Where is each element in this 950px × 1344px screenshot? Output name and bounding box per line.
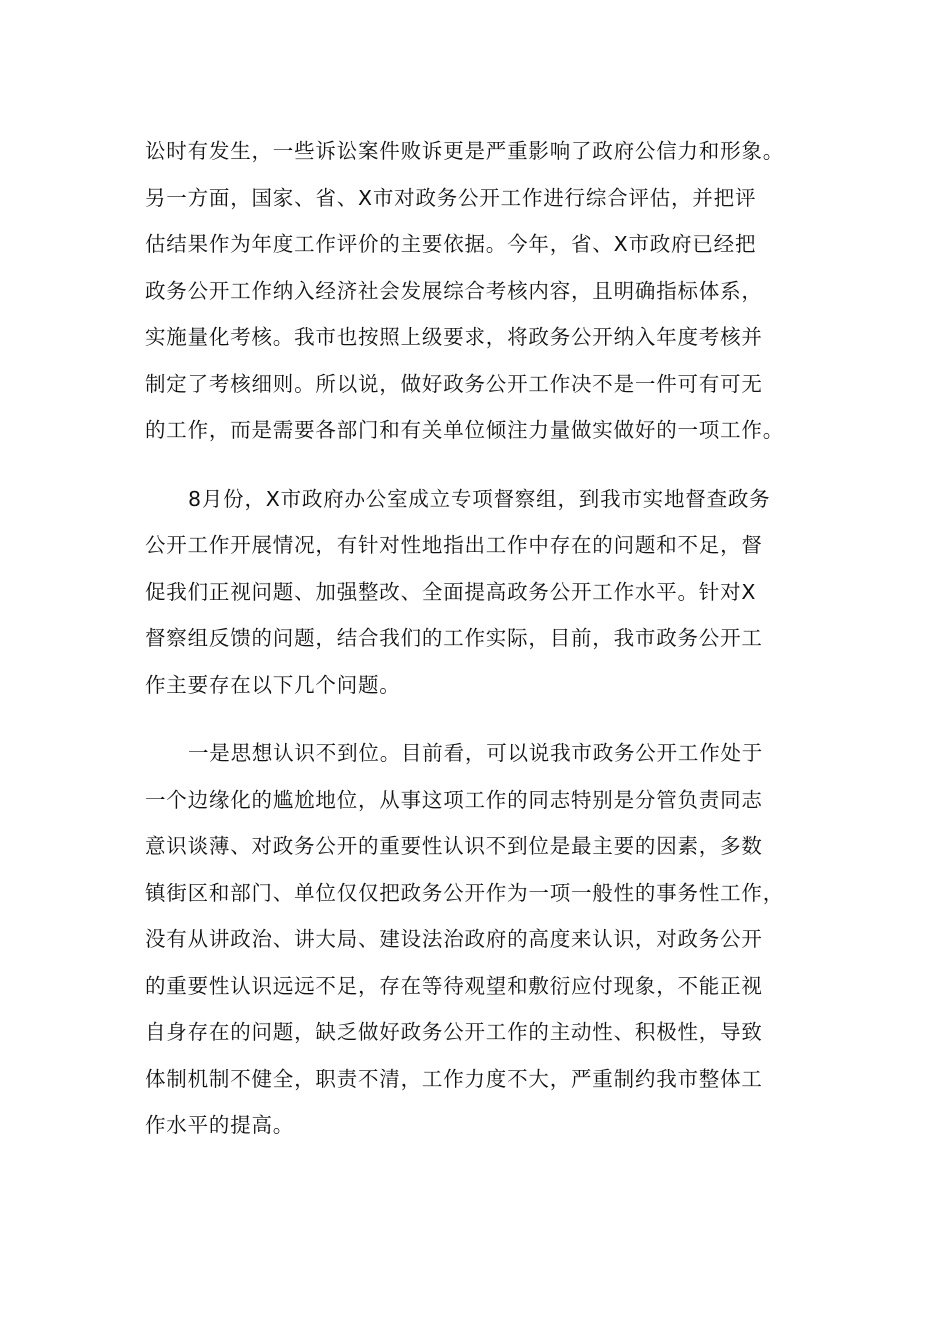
text-line: 讼时有发生，一些诉讼案件败诉更是严重影响了政府公信力和形象。 xyxy=(145,139,784,163)
text-line: 镇街区和部门、单位仅仅把政务公开作为一项一般性的事务性工作， xyxy=(145,880,784,905)
text-line: 作主要存在以下几个问题。 xyxy=(145,672,401,697)
document-body xyxy=(145,128,810,1149)
paragraph-2 xyxy=(145,476,810,709)
paragraph-spacer xyxy=(145,708,810,730)
text-line: 估结果作为年度工作评价的主要依据。今年，省、X市政府已经把 xyxy=(145,232,757,256)
text-line: 一个边缘化的尴尬地位，从事这项工作的同志特别是分管负责同志 xyxy=(145,787,763,812)
text-line: 一是思想认识不到位。目前看，可以说我市政务公开工作处于 xyxy=(188,741,764,765)
text-line: 督察组反馈的问题，结合我们的工作实际，目前，我市政务公开工 xyxy=(145,626,763,650)
paragraph-spacer xyxy=(145,454,810,476)
text-line: 制定了考核细则。所以说，做好政务公开工作决不是一件可有可无 xyxy=(145,371,763,396)
text-line: 的重要性认识远远不足，存在等待观望和敷衍应付现象，不能正视 xyxy=(145,973,763,998)
text-line: 意识谈薄、对政务公开的重要性认识不到位是最主要的因素，多数 xyxy=(145,834,763,858)
text-line: 没有从讲政治、讲大局、建设法治政府的高度来认识，对政务公开 xyxy=(145,927,763,951)
text-line: 另一方面，国家、省、X市对政务公开工作进行综合评估，并把评 xyxy=(145,185,757,210)
text-line: 政务公开工作纳入经济社会发展综合考核内容，且明确指标体系， xyxy=(145,278,763,303)
text-line: 8月份，X市政府办公室成立专项督察组，到我市实地督查政务 xyxy=(188,486,771,511)
text-line: 公开工作开展情况，有针对性地指出工作中存在的问题和不足，督 xyxy=(145,533,763,557)
text-line: 的工作，而是需要各部门和有关单位倾注力量做实做好的一项工作。 xyxy=(145,418,784,442)
text-line: 自身存在的问题，缺乏做好政务公开工作的主动性、积极性，导致 xyxy=(145,1020,763,1044)
text-line: 实施量化考核。我市也按照上级要求，将政务公开纳入年度考核并 xyxy=(145,325,763,349)
paragraph-3 xyxy=(145,730,810,1149)
paragraph-1 xyxy=(145,128,810,454)
text-line: 体制机制不健全，职责不清，工作力度不大，严重制约我市整体工 xyxy=(145,1066,763,1091)
text-line: 促我们正视问题、加强整改、全面提高政务公开工作水平。针对X xyxy=(145,579,757,604)
text-line: 作水平的提高。 xyxy=(145,1113,295,1137)
